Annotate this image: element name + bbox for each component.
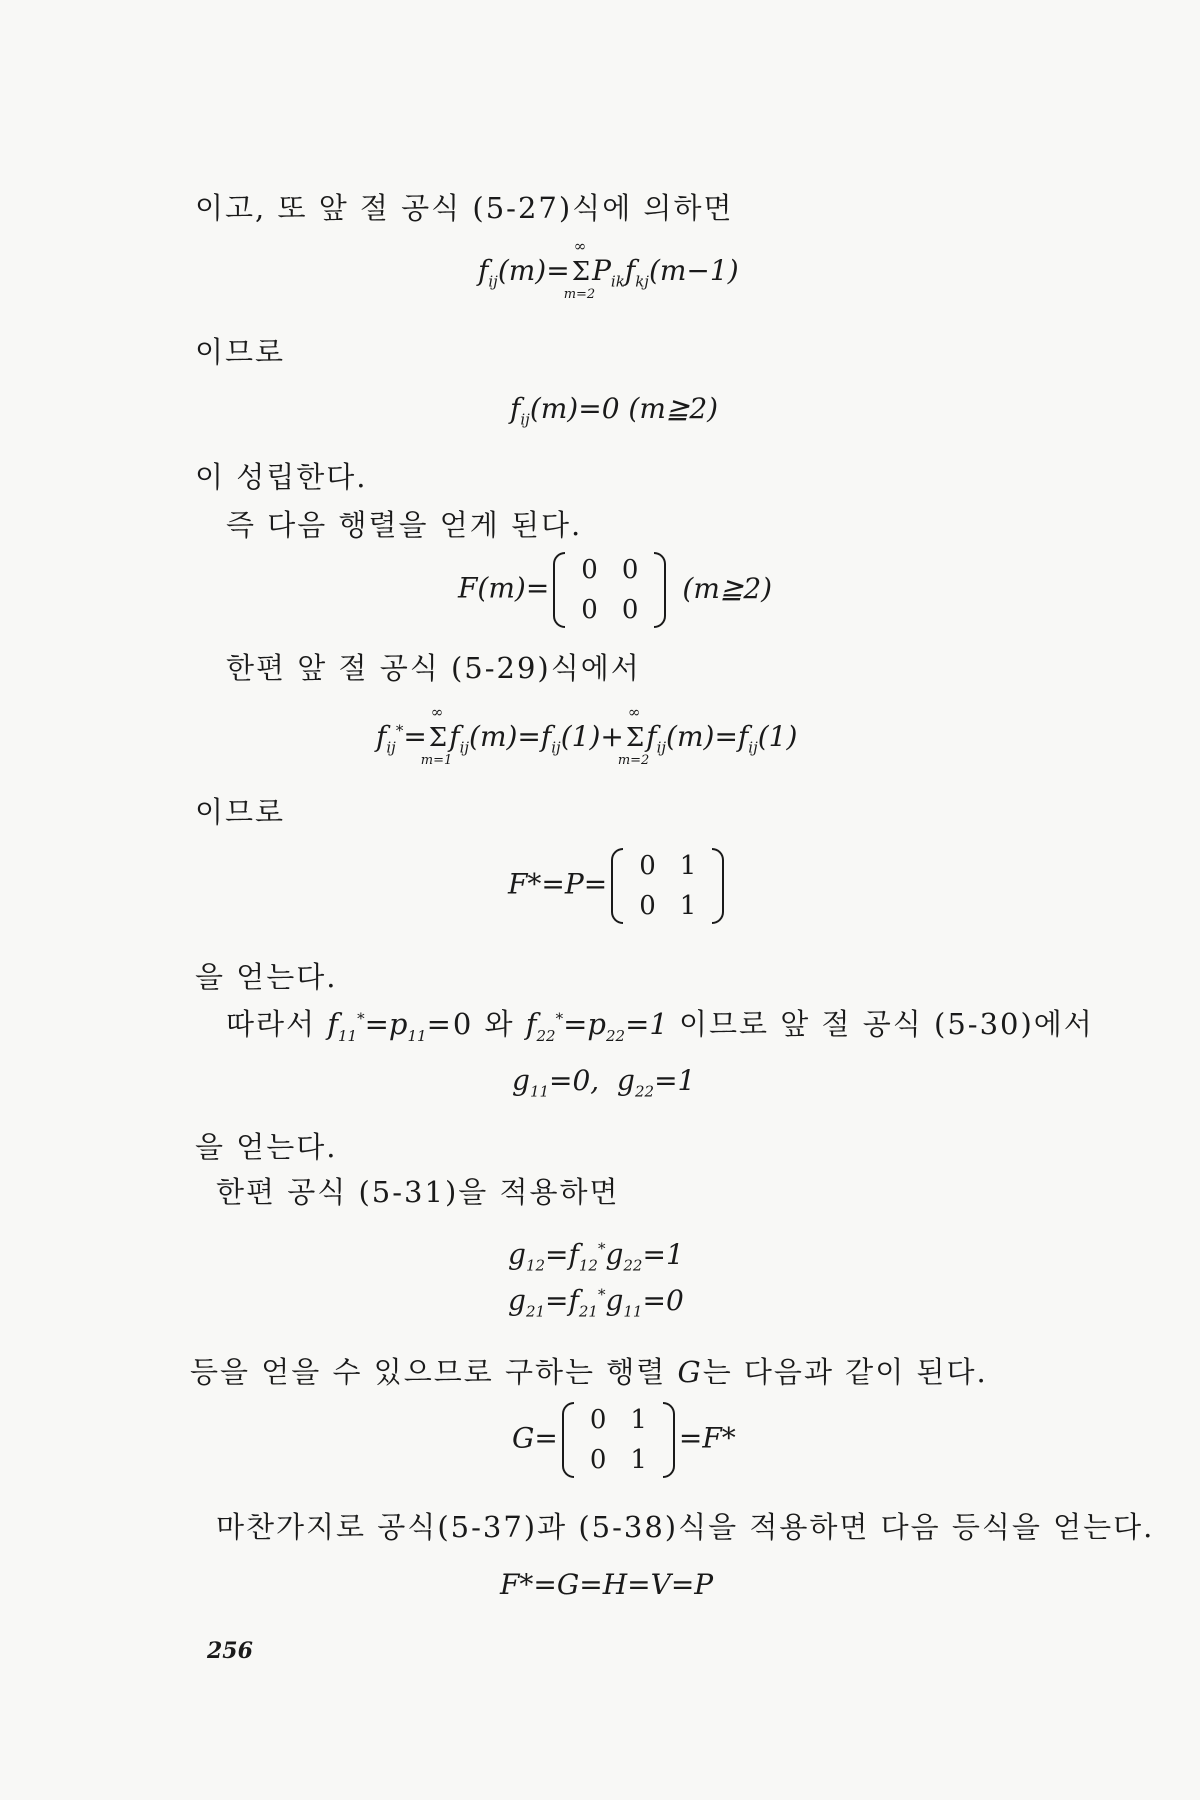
text-line-10: 한편 공식 (5-31)을 적용하면 [216, 1175, 620, 1209]
text-line-2: 이므로 [195, 335, 286, 369]
text-line-3: 이 성립한다. [195, 460, 368, 494]
equation-G-matrix: G= 0 1 0 1 =F* [512, 1400, 736, 1480]
equation-fij-zero: $f_{ij}(m)=0$ (m≧2) [510, 392, 719, 429]
text-line-9: 을 얻는다. [195, 1130, 338, 1164]
text-line-1: 이고, 또 앞 절 공식 (5-27)식에 의하면 [195, 191, 734, 225]
equation-final-equalities: F*=G=H=V=P [500, 1568, 714, 1601]
equation-fij-star-sum: $f_{ij}^*=\Sigma$ ∞ m=1 $f_{ij}(m)=f_{ij}(1)+\Sigma$ ∞ m=2 $f_{ij}(m)=f_{ij}(1)$ [376, 703, 798, 768]
equation-F-star-matrix: F*=P= 0 1 0 1 [508, 846, 728, 926]
text-line-6: 이므로 [195, 795, 286, 829]
text-line-8: 따라서 $f_{11}^*=p_{11}=0$ 와 $f_{22}^*=p_{22}=1$ 이므로 앞 절 공식 (5-30)에서 [226, 1007, 1094, 1045]
equation-fij-recursion: $f_{ij}(m)=\Sigma$ ∞ m=2 $P_{ik}f_{kj}(m-1)$ [478, 237, 739, 302]
text-line-12: 마찬가지로 공식(5-37)과 (5-38)식을 적용하면 다음 등식을 얻는다. [216, 1510, 1155, 1544]
matrix-F-m: 0 0 0 0 [553, 550, 666, 630]
equation-g11-g22: $g_{11}=0$, $g_{22}=1$ [512, 1064, 696, 1101]
page-number: 256 [207, 1638, 253, 1664]
text-line-5: 한편 앞 절 공식 (5-29)식에서 [226, 651, 641, 685]
equation-F-m-matrix: F(m)= 0 0 0 0 (m≧2) [458, 550, 772, 630]
text-line-7: 을 얻는다. [195, 960, 338, 994]
text-line-4: 즉 다음 행렬을 얻게 된다. [226, 508, 583, 542]
text-line-11: 등을 얻을 수 있으므로 구하는 행렬 G는 다음과 같이 된다. [190, 1355, 988, 1389]
matrix-F-star: 0 1 0 1 [611, 846, 724, 926]
equation-g21: $g_{21}=f_{21}^*g_{11}=0$ [508, 1284, 684, 1321]
matrix-G: 0 1 0 1 [562, 1400, 675, 1480]
equation-g12: $g_{12}=f_{12}^*g_{22}=1$ [508, 1238, 684, 1275]
